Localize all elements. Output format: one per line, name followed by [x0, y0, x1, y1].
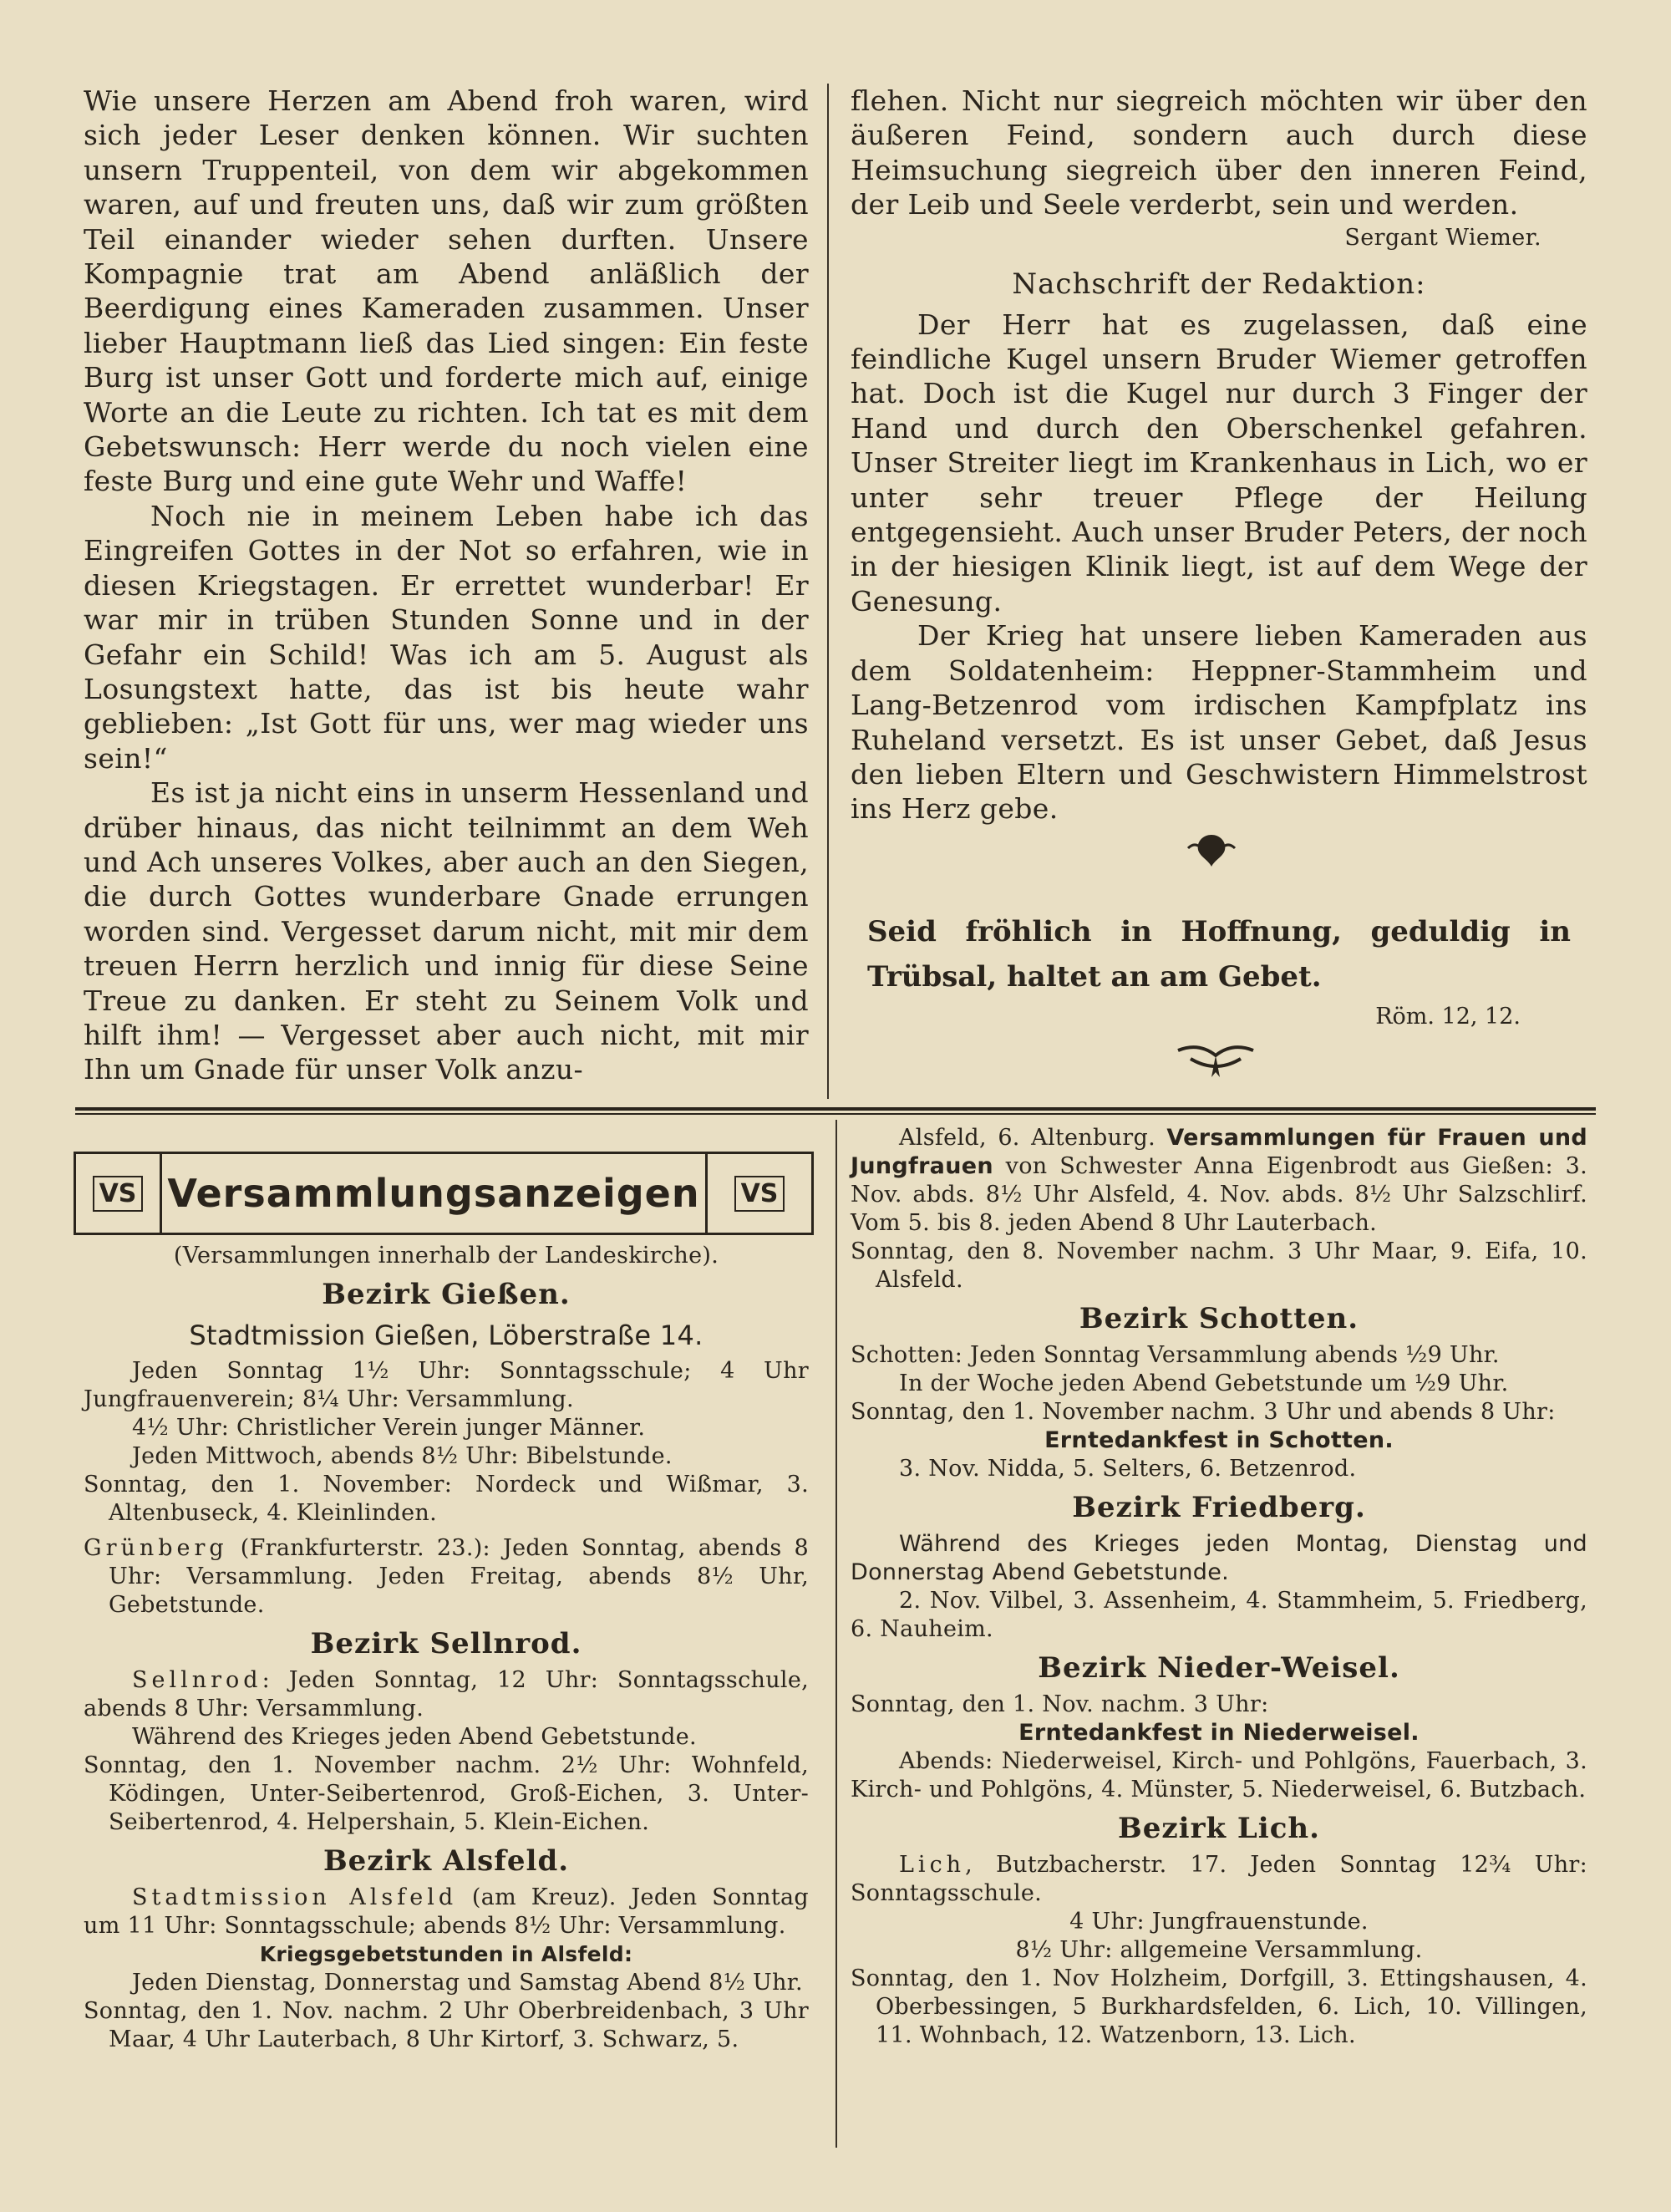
- alsfeld-text: (am Kreuz). Jeden Sonntag um 11 Uhr: Sonntagsschule; abends 8½ Uhr: Versammlung.: [84, 1884, 809, 1939]
- upper-left-column: [84, 84, 809, 1087]
- section-divider: [75, 1107, 1596, 1111]
- alsfeld-continued-text: Alsfeld, 6. Altenburg.: [899, 1125, 1155, 1151]
- district-heading-lich: Bezirk Lich.: [1118, 1812, 1320, 1845]
- announcements-title: Versammlungsanzeigen: [167, 1171, 700, 1216]
- lower-column-divider: [836, 1120, 837, 2148]
- redaktion-paragraph-1: Der Herr hat es zugelassen, daß eine feindliche Kugel unsern Bruder Wiemer getroffen hat. Doch ist die Kugel nur durch 3 Finger der Hand und durch den Oberschenkel gefahren. Unser Streiter liegt im Krankenhaus in Lich, wo er unter sehr treuer Pflege der Heilung entgegensieht. Auch unser Bruder Peters, der noch in der hiesigen Klinik liegt, ist auf dem Wege der Genesung.: [851, 308, 1587, 618]
- upper-right-column: [851, 84, 1587, 826]
- alsfeld-line-1: [84, 1884, 809, 1940]
- district-heading-sellnrod: Bezirk Sellnrod.: [310, 1627, 582, 1660]
- title-box-left-icon: [76, 1154, 162, 1233]
- signature: Sergant Wiemer.: [1344, 224, 1541, 251]
- district-heading-alsfeld: Bezirk Alsfeld.: [323, 1844, 570, 1878]
- erntedankfest-schotten: Erntedankfest in Schotten.: [1044, 1427, 1394, 1453]
- giessen-line-2: 4½ Uhr: Christlicher Verein junger Männer.: [132, 1415, 646, 1441]
- ornament-icon: [1186, 831, 1237, 870]
- schotten-line-3: Sonntag, den 1. November nachm. 3 Uhr und abends 8 Uhr:: [851, 1399, 1556, 1425]
- lich-line-3: 8½ Uhr: allgemeine Versammlung.: [1015, 1937, 1423, 1963]
- schotten-line-4: 3. Nov. Nidda, 5. Selters, 6. Betzenrod.: [899, 1456, 1357, 1482]
- announcements-title-box: [74, 1152, 814, 1235]
- lich-line-4: Sonntag, den 1. Nov Holzheim, Dorfgill, 3. Ettingshausen, 4. Oberbessingen, 5 Burkhardsfelden, 6. Lich, 10. Villingen, 11. Wohnbach, 12. Watzenborn, 13. Lich.: [851, 1965, 1587, 2048]
- lower-right-column: [851, 1124, 1587, 2050]
- alsfeld-line-4: Sonntag, den 8. November nachm. 3 Uhr Maar, 9. Eifa, 10. Alsfeld.: [851, 1238, 1587, 1293]
- alsfeld-line-2: Jeden Dienstag, Donnerstag und Samstag Abend 8½ Uhr.: [132, 1970, 803, 1996]
- friedberg-line-2: 2. Nov. Vilbel, 3. Assenheim, 4. Stammheim, 5. Friedberg, 6. Nauheim.: [851, 1588, 1587, 1642]
- schotten-line-2: In der Woche jeden Abend Gebetstunde um ½9 Uhr.: [899, 1370, 1509, 1396]
- alsfeld-label: Stadtmission Alsfeld: [132, 1884, 458, 1910]
- flourish-icon: [1174, 1040, 1257, 1082]
- gruenberg-label: Grünberg: [84, 1535, 228, 1561]
- lich-text: , Butzbacherstr. 17. Jeden Sonntag 12¾ Uhr: Sonntagsschule.: [851, 1852, 1587, 1906]
- district-heading-friedberg: Bezirk Friedberg.: [1072, 1491, 1366, 1524]
- stadtmission-giessen: Stadtmission Gießen, Löberstraße 14.: [189, 1320, 703, 1351]
- title-box-center: [162, 1154, 708, 1233]
- upper-left-paragraph-1: Wie unsere Herzen am Abend froh waren, wird sich jeder Leser denken können. Wir suchten unsern Truppenteil, von dem wir abgekommen waren, auf und freuten uns, daß wir zum größten Teil einander wieder sehen durften. Unsere Kompagnie trat am Abend anläßlich der Beerdigung eines Kameraden zusammen. Unser lieber Hauptmann ließ das Lied singen: Ein feste Burg ist unser Gott und forderte mich auf, einige Worte an die Leute zu richten. Ich tat es mit dem Gebetswunsch: Herr werde du noch vielen eine feste Burg und eine gute Wehr und Waffe!: [84, 84, 809, 498]
- sellnrod-line-3: Sonntag, den 1. November nachm. 2½ Uhr: Wohnfeld, Ködingen, Unter-Seibertenrod, Groß-Eichen, 3. Unter-Seibertenrod, 4. Helpershain, 5. Klein-Eichen.: [84, 1752, 809, 1835]
- giessen-line-4: Sonntag, den 1. November: Nordeck und Wißmar, 3. Altenbuseck, 4. Kleinlinden.: [84, 1472, 809, 1526]
- sellnrod-line-1: [84, 1666, 809, 1723]
- sellnrod-label: Sellnrod: [132, 1667, 262, 1693]
- upper-left-paragraph-3: Es ist ja nicht eins in unserm Hessenland und drüber hinaus, das nicht teilnimmt an dem Weh und Ach unseres Volkes, aber auch an den Siegen, die durch Gottes wunderbare Gnade errungen worden sind. Vergesset darum nicht, mit mir dem treuen Herrn herzlich und innig für diese Seine Treue zu danken. Er steht zu Seinem Volk und hilft ihm! — Vergesset aber auch nicht, mit mir Ihn um Gnade für unser Volk anzu-: [84, 776, 809, 1086]
- niederweisel-line-2: Abends: Niederweisel, Kirch- und Pohlgöns, Fauerbach, 3. Kirch- und Pohlgöns, 4. Münster, 5. Niederweisel, 6. Butzbach.: [851, 1748, 1587, 1803]
- gruenberg-entry: [84, 1534, 809, 1620]
- lower-left-column: [84, 1242, 809, 2054]
- lich-line-2: 4 Uhr: Jungfrauenstunde.: [1069, 1909, 1369, 1935]
- monogram-icon: VS: [93, 1176, 144, 1212]
- motto-reference: Röm. 12, 12.: [1375, 1004, 1521, 1030]
- schotten-line-1: Schotten: Jeden Sonntag Versammlung abends ½9 Uhr.: [851, 1342, 1500, 1368]
- alsfeld-line-3: Sonntag, den 1. Nov. nachm. 2 Uhr Oberbreidenbach, 3 Uhr Maar, 4 Uhr Lauterbach, 8 Uhr Kirtorf, 3. Schwarz, 5.: [84, 1998, 809, 2052]
- upper-left-paragraph-2: Noch nie in meinem Leben habe ich das Eingreifen Gottes in der Not so erfahren, wie in diesen Kriegstagen. Er errettet wunderbar! Er war mir in trüben Stunden Sonne und in der Gefahr ein Schild! Was ich am 5. August als Losungstext hatte, das ist bis heute wahr geblieben: „Ist Gott für uns, wer mag wieder uns sein!“: [84, 499, 809, 775]
- section-divider-thin: [75, 1113, 1596, 1115]
- district-heading-niederweisel: Bezirk Nieder-Weisel.: [1038, 1651, 1400, 1685]
- alsfeld-continued: [851, 1124, 1587, 1238]
- frauen-versammlungen-details: von Schwester Anna Eigenbrodt aus Gießen: 3. Nov. abds. 8½ Uhr Alsfeld, 4. Nov. abds. 8½ Uhr Salzschlirf. Vom 5. bis 8. jeden Abend 8 Uhr Lauterbach.: [851, 1153, 1587, 1236]
- giessen-line-3: Jeden Mittwoch, abends 8½ Uhr: Bibelstunde.: [132, 1443, 673, 1469]
- district-heading-schotten: Bezirk Schotten.: [1079, 1302, 1359, 1335]
- upper-right-paragraph-1: flehen. Nicht nur siegreich möchten wir über den äußeren Feind, sondern auch durch diese Heimsuchung siegreich über den inneren Feind, der Leib und Seele verderbt, sein und werden.: [851, 84, 1587, 221]
- sellnrod-text: : Jeden Sonntag, 12 Uhr: Sonntagsschule, abends 8 Uhr: Versammlung.: [84, 1667, 809, 1721]
- giessen-line-1: Jeden Sonntag 1½ Uhr: Sonntagsschule; 4 Uhr Jungfrauenverein; 8¼ Uhr: Versammlung.: [84, 1358, 809, 1412]
- redaktion-paragraph-2: Der Krieg hat unsere lieben Kameraden aus dem Soldatenheim: Heppner-Stammheim und Lang-Betzenrod vom irdischen Kampfplatz ins Ruheland versetzt. Es ist unser Gebet, daß Jesus den lieben Eltern und Geschwistern Himmelstrost ins Herz gebe.: [851, 619, 1587, 826]
- announcements-subtitle: (Versammlungen innerhalb der Landeskirche).: [173, 1243, 719, 1269]
- motto-block: [851, 909, 1587, 1033]
- erntedankfest-niederweisel: Erntedankfest in Niederweisel.: [1018, 1720, 1420, 1746]
- kriegsgebetstunden-heading: Kriegsgebetstunden in Alsfeld:: [259, 1942, 633, 1966]
- niederweisel-line-1: Sonntag, den 1. Nov. nachm. 3 Uhr:: [851, 1691, 1269, 1717]
- title-box-right-icon: [708, 1154, 811, 1233]
- lich-label: Lich: [899, 1852, 966, 1878]
- frauen-versammlungen: Versammlungen für Frauen und Jungfrauen: [851, 1125, 1587, 1179]
- lich-line-1: [851, 1851, 1587, 1908]
- sellnrod-line-2: Während des Krieges jeden Abend Gebetstunde.: [132, 1724, 697, 1750]
- redaktion-heading: Nachschrift der Redaktion:: [1012, 267, 1426, 301]
- gruenberg-text: (Frankfurterstr. 23.): Jeden Sonntag, abends 8 Uhr: Versammlung. Jeden Freitag, abends 8½ Uhr, Gebetstunde.: [109, 1535, 809, 1618]
- upper-column-divider: [827, 84, 829, 1099]
- motto-verse: Seid fröhlich in Hoffnung, geduldig in Trübsal, haltet an am Gebet.: [867, 915, 1571, 994]
- district-heading-giessen: Bezirk Gießen.: [322, 1278, 571, 1311]
- monogram-icon: VS: [734, 1176, 785, 1212]
- friedberg-line-1: Während des Krieges jeden Montag, Dienstag und Donnerstag Abend Gebetstunde.: [851, 1531, 1587, 1585]
